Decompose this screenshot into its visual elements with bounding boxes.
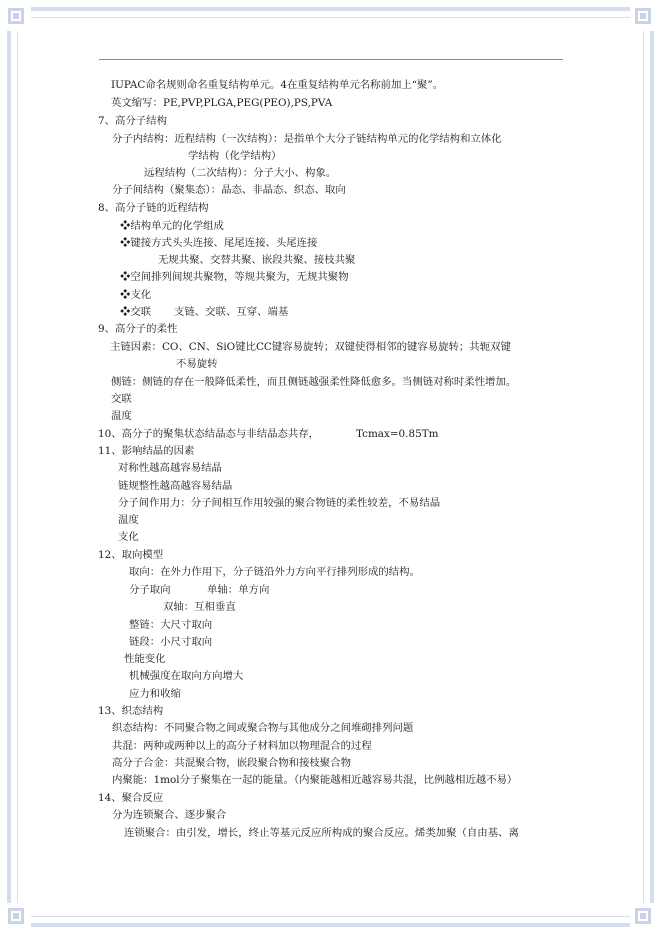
text-line: 内聚能：1mol分子聚集在一起的能量。（内聚能越相近越容易共混，比例越相近越不易） xyxy=(112,774,518,786)
text-line: 链规整性越高越容易结晶 xyxy=(118,480,233,492)
text-line: 整链：大尺寸取向 xyxy=(129,619,213,631)
text-line: 双轴：互相垂直 xyxy=(163,601,236,613)
corner-ornament-top-right xyxy=(630,3,658,31)
formula: Tcmax=0.85Tm xyxy=(356,428,439,440)
text-line: 机械强度在取向方向增大 xyxy=(129,670,244,682)
bullet-item: ❖支化 xyxy=(120,289,152,301)
text-line: 分为连锁聚合、逐步聚合 xyxy=(112,809,227,821)
text-line: 共混：两种或两种以上的高分子材料加以物理混合的过程 xyxy=(112,740,372,752)
text-line: 学结构（化学结构） xyxy=(188,150,282,162)
text-line: 取向：在外力作用下，分子链沿外力方向平行排列形成的结构。 xyxy=(129,566,420,578)
text-line: 高分子合金：共混聚合物，嵌段聚合物和接枝聚合物 xyxy=(112,757,351,769)
text-line: 应力和收缩 xyxy=(129,688,181,700)
header-rule xyxy=(99,59,563,60)
text-line: 链段：小尺寸取向 xyxy=(129,636,213,648)
text-line: 对称性越高越容易结晶 xyxy=(118,462,222,474)
section-heading-12: 12、取向模型 xyxy=(98,549,164,561)
text-line: 分子间作用力：分子间相互作用较强的聚合物链的柔性较差，不易结晶 xyxy=(118,497,441,509)
text-line: 不易旋转 xyxy=(176,358,218,370)
corner-ornament-top-left xyxy=(3,3,31,31)
text-line: 英文缩写：PE,PVP,PLGA,PEG(PEO),PS,PVA xyxy=(111,97,333,109)
text-line: 温度 xyxy=(118,514,139,526)
bullet-item: ❖空间排列间规共聚物，等规共聚为，无规共聚物 xyxy=(120,271,349,283)
text-line: 交联 xyxy=(111,393,132,405)
text-line: 无规共聚、交替共聚、嵌段共聚、接枝共聚 xyxy=(158,254,356,266)
text-line: IUPAC命名规则命名重复结构单元。4在重复结构单元名称前加上“聚”。 xyxy=(111,79,444,91)
bullet-item: ❖结构单元的化学组成 xyxy=(120,220,224,232)
text-line: 主链因素：CO、CN、SiO键比CC键容易旋转；双键使得相邻的键容易旋转；共轭双键 xyxy=(110,341,511,353)
bullet-item: ❖键接方式头头连接、尾尾连接、头尾连接 xyxy=(120,237,318,249)
section-heading-8: 8、高分子链的近程结构 xyxy=(98,202,209,214)
corner-ornament-bottom-left xyxy=(3,903,31,931)
text-line: 单轴：单方向 xyxy=(207,584,270,596)
text-line: 支化 xyxy=(118,531,139,543)
text-line: 温度 xyxy=(111,410,132,422)
text-line: 远程结构（二次结构）：分子大小、构象。 xyxy=(144,167,337,179)
section-heading-10: 10、高分子的聚集状态结晶态与非结晶态共存， xyxy=(98,428,320,440)
text-line: 分子内结构：近程结构（一次结构）：是指单个大分子链结构单元的化学结构和立体化 xyxy=(112,133,502,145)
text-line: 支链、交联、互穿、端基 xyxy=(174,306,289,318)
text-line: 分子间结构（聚集态）：晶态、非晶态、织态、取向 xyxy=(112,184,346,196)
text-line: 织态结构：不同聚合物之间或聚合物与其他成分之间堆砌排列问题 xyxy=(112,722,414,734)
section-heading-11: 11、影响结晶的因素 xyxy=(98,445,195,457)
text-line: 性能变化 xyxy=(124,653,166,665)
section-heading-14: 14、聚合反应 xyxy=(98,792,164,804)
section-heading-7: 7、高分子结构 xyxy=(98,115,167,127)
section-heading-9: 9、高分子的柔性 xyxy=(98,323,178,335)
section-heading-13: 13、织态结构 xyxy=(98,705,164,717)
corner-ornament-bottom-right xyxy=(630,903,658,931)
text-line: 侧链：侧链的存在一般降低柔性，而且侧链越强柔性降低愈多。当侧链对称时柔性增加。 xyxy=(111,376,517,388)
text-line: 分子取向 xyxy=(129,584,171,596)
text-line: 连锁聚合：由引发，增长，终止等基元反应所构成的聚合反应。烯类加聚（自由基、离 xyxy=(124,827,519,839)
bullet-item: ❖交联 xyxy=(120,306,152,318)
